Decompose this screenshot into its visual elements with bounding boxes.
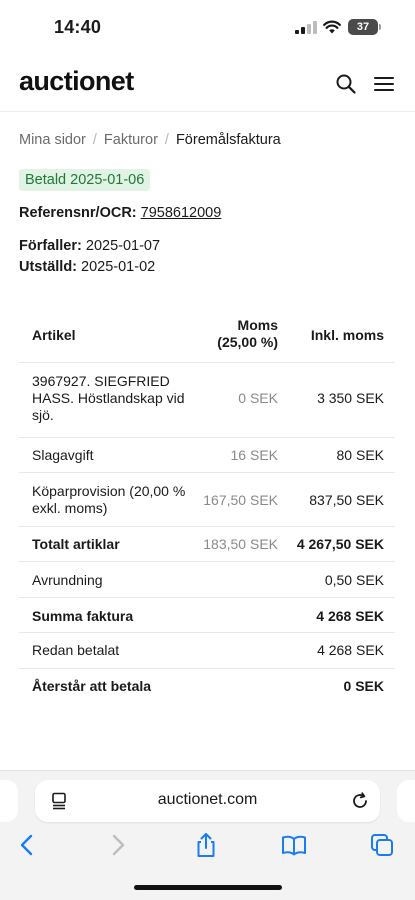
row-article: Summa faktura bbox=[32, 608, 134, 624]
due-date-line bbox=[19, 238, 160, 254]
row-article-line: 3967927. SIEGFRIED bbox=[32, 373, 170, 389]
site-header bbox=[0, 56, 415, 112]
cellular-signal-icon bbox=[295, 21, 317, 34]
row-article: Redan betalat bbox=[32, 642, 120, 658]
row-incl-vat: 4 268 SEK bbox=[317, 642, 384, 658]
bookmarks-icon[interactable] bbox=[280, 831, 308, 859]
reload-icon[interactable] bbox=[350, 791, 370, 811]
header-article: Artikel bbox=[32, 327, 76, 343]
breadcrumb bbox=[19, 132, 281, 148]
due-date-value: 2025-01-07 bbox=[85, 238, 161, 254]
status-bar bbox=[0, 0, 415, 56]
breadcrumb-separator: / bbox=[92, 132, 97, 148]
invoice-table bbox=[19, 305, 395, 705]
status-time: 14:40 bbox=[54, 17, 102, 37]
battery-tip bbox=[379, 24, 381, 30]
table-row bbox=[19, 473, 395, 527]
row-article: Återstår att betala bbox=[32, 678, 152, 694]
tabs-icon[interactable] bbox=[368, 831, 396, 859]
reference-label: Referensnr/OCR: bbox=[19, 205, 137, 221]
issued-date-value: 2025-01-02 bbox=[81, 259, 156, 275]
browser-toolbar bbox=[0, 770, 415, 900]
table-header bbox=[19, 305, 395, 363]
wifi-icon bbox=[323, 20, 341, 34]
next-tab-peek[interactable] bbox=[397, 780, 415, 822]
row-article bbox=[32, 483, 194, 517]
previous-tab-peek[interactable] bbox=[0, 780, 18, 822]
reference-number[interactable]: 7958612009 bbox=[140, 205, 222, 221]
row-article[interactable] bbox=[32, 373, 194, 424]
header-vat-rate: (25,00 %) bbox=[217, 334, 278, 350]
row-article: Avrundning bbox=[32, 572, 103, 588]
row-incl-vat: 80 SEK bbox=[336, 447, 384, 463]
row-article-line: exkl. moms) bbox=[32, 500, 108, 516]
home-indicator bbox=[134, 885, 282, 890]
address-text[interactable]: auctionet.com bbox=[157, 791, 258, 808]
header-incl-vat: Inkl. moms bbox=[310, 327, 384, 343]
row-incl-vat: 837,50 SEK bbox=[309, 492, 384, 508]
row-incl-vat: 0,50 SEK bbox=[324, 572, 384, 588]
row-article-line: HASS. Höstlandskap vid bbox=[32, 390, 185, 406]
header-vat bbox=[178, 317, 278, 351]
row-vat: 16 SEK bbox=[230, 447, 278, 463]
breadcrumb-current: Föremålsfaktura bbox=[175, 132, 281, 148]
row-vat: 0 SEK bbox=[238, 390, 278, 406]
row-vat: 183,50 SEK bbox=[203, 536, 278, 552]
row-incl-vat: 0 SEK bbox=[343, 678, 384, 694]
address-bar[interactable] bbox=[35, 780, 380, 822]
row-incl-vat: 3 350 SEK bbox=[317, 390, 384, 406]
search-icon[interactable] bbox=[334, 72, 358, 96]
table-row-remaining bbox=[19, 669, 395, 705]
breadcrumb-separator: / bbox=[164, 132, 169, 148]
row-article-line: Köparprovision (20,00 % bbox=[32, 483, 186, 499]
issued-date-line bbox=[19, 259, 155, 275]
header-vat-title: Moms bbox=[237, 317, 278, 333]
battery-icon: 37 bbox=[348, 19, 378, 35]
table-row bbox=[19, 438, 395, 473]
row-vat: 167,50 SEK bbox=[203, 492, 278, 508]
browser-nav-row bbox=[0, 831, 415, 861]
reference-line bbox=[19, 205, 221, 221]
row-article: Totalt artiklar bbox=[32, 536, 120, 552]
table-row-rounding bbox=[19, 562, 395, 598]
hamburger-menu-icon[interactable] bbox=[373, 73, 395, 95]
share-icon[interactable] bbox=[192, 831, 220, 859]
due-date-label: Förfaller: bbox=[19, 238, 82, 254]
table-row bbox=[19, 363, 395, 438]
breadcrumb-mina-sidor[interactable]: Mina sidor bbox=[19, 132, 86, 148]
auctionet-logo[interactable]: auctionet bbox=[19, 66, 134, 96]
table-row-already-paid bbox=[19, 633, 395, 669]
table-row-invoice-sum bbox=[19, 598, 395, 633]
row-incl-vat: 4 267,50 SEK bbox=[296, 536, 384, 552]
back-icon[interactable] bbox=[13, 831, 41, 859]
row-article: Slagavgift bbox=[32, 447, 94, 463]
row-incl-vat: 4 268 SEK bbox=[316, 608, 384, 624]
table-row-total-articles bbox=[19, 527, 395, 562]
issued-date-label: Utställd: bbox=[19, 259, 77, 275]
forward-icon[interactable] bbox=[104, 831, 132, 859]
row-article-line: sjö. bbox=[32, 407, 54, 423]
breadcrumb-fakturor[interactable]: Fakturor bbox=[103, 132, 158, 148]
status-badge: Betald 2025-01-06 bbox=[19, 169, 150, 191]
